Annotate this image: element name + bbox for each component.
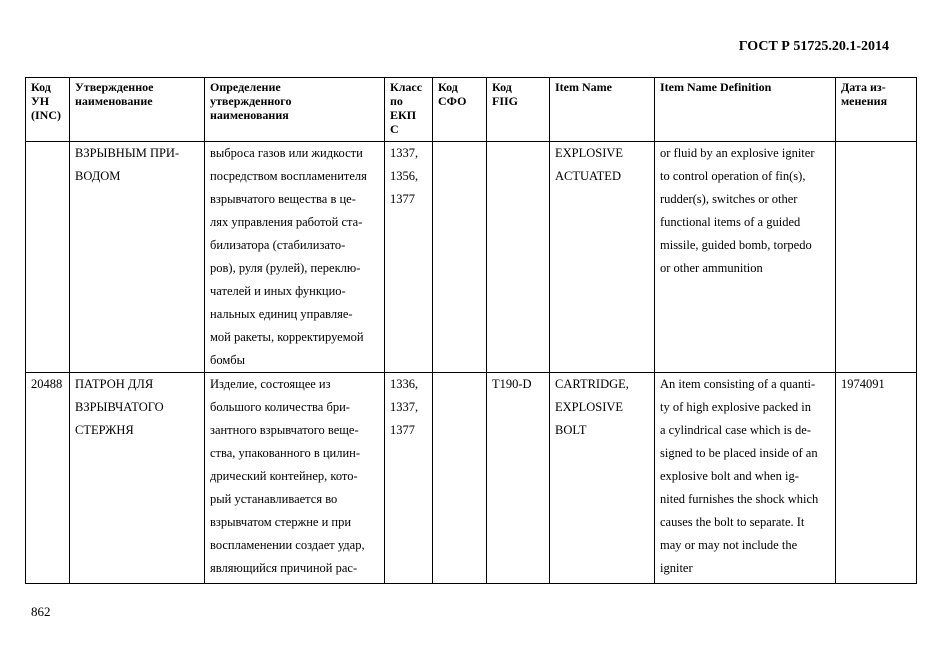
cell-line: 1337, (390, 146, 419, 160)
col-header-definition (205, 78, 385, 142)
page-number: 862 (31, 604, 51, 619)
cell-line: 1356, (390, 169, 419, 183)
cell-line: зантного взрывчатого веще- (210, 423, 359, 437)
cell-inc (26, 373, 70, 584)
col-header-item-name (550, 78, 655, 142)
cell-line: дрический контейнер, кото- (210, 469, 358, 483)
cell-change-date (836, 142, 917, 373)
cell-line: 1337, (390, 400, 419, 414)
cell-line: билизатора (стабилизато- (210, 238, 346, 252)
cell-line: a cylindrical case which is de- (660, 423, 811, 437)
cell-sfo (433, 142, 487, 373)
col-header-change-date (836, 78, 917, 142)
header-line: (INC) (31, 108, 61, 122)
cell-class (385, 142, 433, 373)
cell-line: лях управления работой ста- (210, 215, 363, 229)
header-line: Класс (390, 80, 423, 94)
table-header-row (26, 78, 917, 142)
cell-line: ВОДОМ (75, 169, 121, 183)
cell-line: бомбы (210, 353, 246, 367)
cell-inc (26, 142, 70, 373)
cell-line: посредством воспламенителя (210, 169, 367, 183)
cell-fiig (487, 373, 550, 584)
col-header-item-definition (655, 78, 836, 142)
cell-line: rudder(s), switches or other (660, 192, 798, 206)
header-line: Код (31, 80, 51, 94)
cell-line: ПАТРОН ДЛЯ (75, 377, 154, 391)
cell-item-name (550, 142, 655, 373)
cell-line: igniter (660, 561, 693, 575)
cell-approved-name (70, 373, 205, 584)
cell-item-definition (655, 373, 836, 584)
cell-line: missile, guided bomb, torpedo (660, 238, 812, 252)
header-line: утвержденного (210, 94, 292, 108)
document-standard-header: ГОСТ Р 51725.20.1-2014 (738, 39, 889, 54)
cell-item-name (550, 373, 655, 584)
col-header-approved-name (70, 78, 205, 142)
classification-table (25, 77, 917, 584)
cell-line: causes the bolt to separate. It (660, 515, 805, 529)
header-line: С (390, 122, 399, 136)
cell-line: ВЗРЫВЧАТОГО (75, 400, 164, 414)
cell-value: T190-D (492, 377, 532, 391)
cell-item-definition (655, 142, 836, 373)
cell-line: ty of high explosive packed in (660, 400, 812, 414)
header-line: наименование (75, 94, 153, 108)
header-line: наименования (210, 108, 289, 122)
cell-line: or fluid by an explosive igniter (660, 146, 815, 160)
header-line: ЕКП (390, 108, 417, 122)
cell-line: большого количества бри- (210, 400, 350, 414)
table-row (26, 373, 917, 584)
cell-line: мой ракеты, корректируемой (210, 330, 364, 344)
header-line: Код (492, 80, 512, 94)
header-line: менения (841, 94, 888, 108)
cell-line: nited furnishes the shock which (660, 492, 819, 506)
cell-line: 1377 (390, 192, 415, 206)
cell-sfo (433, 373, 487, 584)
cell-definition (205, 142, 385, 373)
cell-line: or other ammunition (660, 261, 763, 275)
cell-line: Изделие, состоящее из (210, 377, 331, 391)
cell-line: воспламенении создает удар, (210, 538, 365, 552)
col-header-fiig (487, 78, 550, 142)
cell-line: являющийся причиной рас- (210, 561, 358, 575)
cell-change-date (836, 373, 917, 584)
cell-line: CARTRIDGE, (555, 377, 629, 391)
cell-line: explosive bolt and when ig- (660, 469, 799, 483)
cell-line: чателей и иных функцио- (210, 284, 346, 298)
cell-line: ACTUATED (555, 169, 621, 183)
cell-line: EXPLOSIVE (555, 146, 624, 160)
cell-line: An item consisting of a quanti- (660, 377, 816, 391)
cell-line: to control operation of fin(s), (660, 169, 806, 183)
header-line: Код (438, 80, 458, 94)
cell-line: BOLT (555, 423, 587, 437)
col-header-inc (26, 78, 70, 142)
cell-line: ров), руля (рулей), переклю- (210, 261, 361, 275)
cell-value: 1974091 (841, 377, 885, 391)
header-line: СФО (438, 94, 467, 108)
cell-value: 20488 (31, 377, 63, 391)
header-line: УН (31, 94, 50, 108)
cell-line: 1336, (390, 377, 419, 391)
cell-line: взрывчатого вещества в це- (210, 192, 356, 206)
cell-approved-name (70, 142, 205, 373)
cell-definition (205, 373, 385, 584)
cell-line: signed to be placed inside of an (660, 446, 818, 460)
header-line: Item Name Definition (660, 80, 772, 94)
cell-line: ВЗРЫВНЫМ ПРИ- (75, 146, 180, 160)
header-line: Утвержденное (75, 80, 154, 94)
cell-line: functional items of a guided (660, 215, 801, 229)
table-row (26, 142, 917, 373)
cell-fiig (487, 142, 550, 373)
header-line: FIIG (492, 94, 519, 108)
cell-line: взрывчатом стержне и при (210, 515, 352, 529)
cell-line: 1377 (390, 423, 415, 437)
cell-line: ства, упакованного в цилин- (210, 446, 361, 460)
header-line: по (390, 94, 403, 108)
col-header-sfo (433, 78, 487, 142)
cell-line: нальных единиц управляе- (210, 307, 353, 321)
header-line: Определение (210, 80, 281, 94)
col-header-class (385, 78, 433, 142)
cell-line: рый устанавливается во (210, 492, 338, 506)
cell-line: may or may not include the (660, 538, 798, 552)
cell-class (385, 373, 433, 584)
header-line: Дата из- (841, 80, 886, 94)
cell-line: СТЕРЖНЯ (75, 423, 134, 437)
cell-line: EXPLOSIVE (555, 400, 624, 414)
header-line: Item Name (555, 80, 612, 94)
cell-line: выброса газов или жидкости (210, 146, 363, 160)
